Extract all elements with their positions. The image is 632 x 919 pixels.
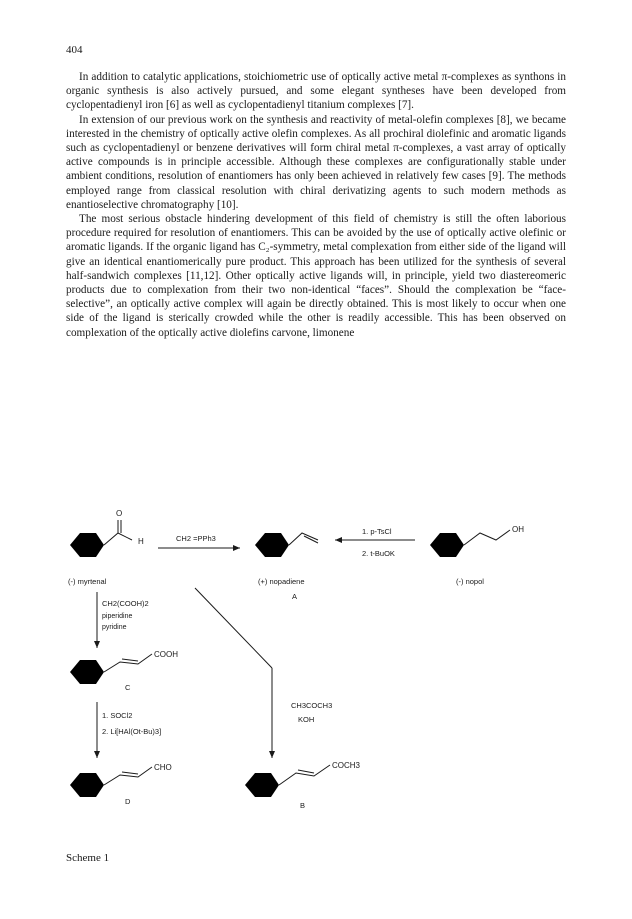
myrtenal-o-atom: O (116, 509, 123, 518)
ketone-b-letter: B (300, 801, 306, 810)
aldehyde-d-structure (64, 763, 152, 797)
acid-c-letter: C (125, 683, 131, 692)
acid-c-structure (64, 650, 152, 684)
paragraph-3: The most serious obstacle hindering development of this field of chemistry is still the often laborious procedure required for resolution of enantiomers. This can be avoided by the use of optically active olefinic or aromatic ligands. If the organic ligand has C₂-symmetry, metal complexation from either side of the ligand will give an identical enantiomerically pure product. This approach has been utilized for the synthesis of several half-sandwich complexes [11,12]. Other optically active ligands will, in principle, yield two diastereomeric products due to complexation from their two non-identical “faces”. Should the complexation be “face-selective”, an optically active complex will again be directly obtained. This is most likely to occur when one side of the ligand is sterically crowded while the other is readily accessible. This has been observed on complexation of the optically active diolefins carvone, limonene (66, 213, 566, 339)
page-number: 404 (66, 44, 83, 56)
nopadiene-letter: A (292, 592, 298, 601)
aldehyde-d-letter: D (125, 797, 131, 806)
nopol-label: (-) nopol (456, 577, 484, 586)
aldehyde-cho-group: CHO (154, 763, 172, 772)
nopol-step-2: 2. t-BuOK (362, 549, 395, 558)
paragraph-2: In extension of our previous work on the synthesis and reactivity of metal-olefin complexes [8], we became interested in the chemistry of optically active olefin complexes. As all prochiral diolefinic and aromatic ligands such as cyclopentadienyl or benzene derivatives will form chiral metal π-complexes, a vast array of optically active compounds is in principle accessible. Although these complexes are configurationally stable under ambient conditions, resolution of enantiomers has only been achieved in relatively few cases [9]. The methods employed range from classical resolution with chiral derivatizing agents to such modern methods as enantioselective chromatography [10]. (66, 113, 566, 211)
myrtenal-h-atom: H (138, 537, 144, 546)
myrtenal-label: (-) myrtenal (68, 577, 107, 586)
reduction-reagent-1: 1. SOCl2 (102, 711, 133, 720)
knoevenagel-reagent-2: piperidine (102, 613, 133, 620)
ketone-b-structure (239, 763, 330, 797)
wittig-reagent: CH2 =PPh3 (176, 534, 216, 543)
myrtenal-structure (64, 520, 132, 557)
ketone-coch3-group: COCH3 (332, 761, 361, 770)
acid-cooh-group: COOH (154, 650, 178, 659)
nopol-oh-group: OH (512, 525, 524, 534)
reduction-reagent-2: 2. Li[HAl(Ot-Bu)3] (102, 727, 162, 736)
paragraph-1: In addition to catalytic applications, stoichiometric use of optically active metal π-complexes as synthons in organic synthesis is also actively pursued, and some elegant syntheses have been developed from cyclopentadienyl iron [6] as well as cyclopentadienyl titanium complexes [7]. (66, 71, 566, 112)
knoevenagel-reagent-1: CH2(COOH)2 (102, 599, 149, 608)
aldol-arrow (195, 588, 272, 758)
knoevenagel-reagent-3: pyridine (102, 624, 127, 631)
aldol-reagent-1: CH3COCH3 (291, 701, 333, 710)
nopol-step-1: 1. p-TsCl (362, 527, 392, 536)
nopadiene-label: (+) nopadiene (258, 577, 305, 586)
nopadiene-structure (249, 523, 318, 557)
nopol-structure (424, 523, 510, 557)
aldol-reagent-2: KOH (298, 715, 315, 724)
scheme-caption: Scheme 1 (66, 852, 110, 864)
